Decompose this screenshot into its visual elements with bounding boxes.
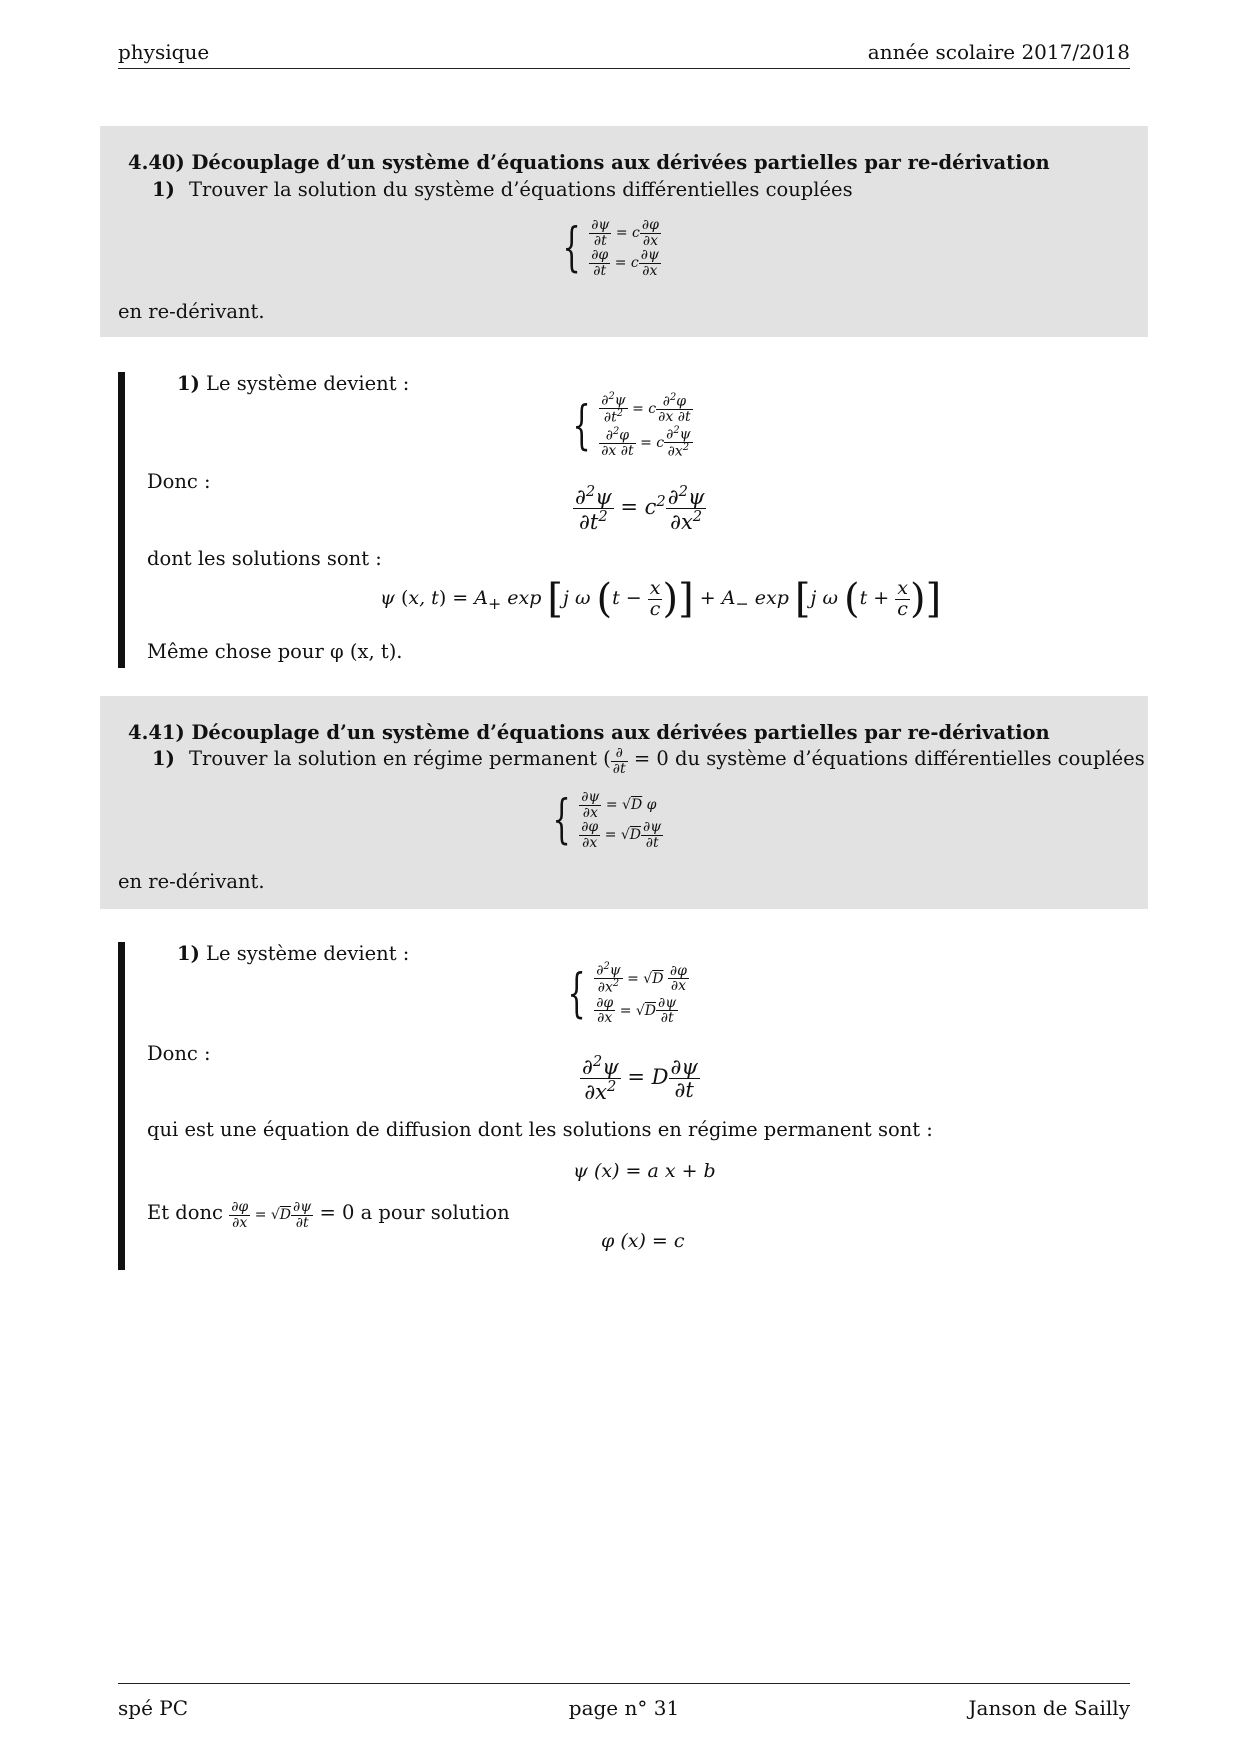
answer-donc: Donc :	[147, 470, 211, 493]
exercise-4-41	[100, 696, 1148, 909]
question-1: 1) Trouver la solution en régime permanent ( $\frac{\partial}{\partial t}$ = 0 du système d’équations différentielles couplées	[152, 745, 1145, 777]
header-subject: physique	[118, 40, 210, 64]
footer-school: Janson de Sailly	[968, 1696, 1130, 1720]
diffusion-equation: $\frac{\partial^2\psi}{\partial x^2}$ = D $\frac{\partial\psi}{\partial t}$	[582, 1053, 698, 1105]
page-header	[118, 40, 1130, 69]
answer-donc: Donc :	[147, 1042, 211, 1065]
coupled-system-equation: { $\frac{\partial\psi}{\partial t}$ = c $\frac{\partial\varphi}{\partial x}$ $\frac{\partial\varphi}{\partial t}$ = c $\frac{\partial\psi}{\partial x}$	[562, 217, 659, 280]
exercise-title: 4.41) Découplage d’un système d’équations aux dérivées partielles par re-dérivation	[128, 721, 1050, 744]
question-1	[152, 178, 853, 201]
question-text-start: Trouver la solution en régime permanent (	[189, 747, 611, 771]
answer-number: 1)	[177, 942, 200, 965]
question-number: 1)	[152, 747, 175, 771]
answer-intro-text: Le système devient :	[206, 372, 410, 395]
exercise-title: 4.40) Découplage d’un système d’équations aux dérivées partielles par re-dérivation	[128, 151, 1050, 174]
psi-solution-equation: ψ (x) = a x + b	[573, 1160, 716, 1182]
exercise-tail: en re-dérivant.	[118, 870, 265, 893]
wave-solution-equation: ψ (x, $t) = A_+$ exp [j ω (t − $\frac{x}{c}$ )] + $A_-$ exp [j ω (t + $\frac{x}{c}$ )]	[380, 576, 942, 622]
exercise-4-40	[100, 126, 1148, 337]
answer-solutions: dont les solutions sont :	[147, 547, 382, 570]
footer-page-number: page n° 31	[568, 1696, 680, 1720]
etdonc-text: Et donc	[147, 1201, 223, 1225]
question-number: 1)	[152, 178, 175, 201]
footer-class: spé PC	[118, 1696, 189, 1720]
answer-intro-text: Le système devient :	[206, 942, 410, 965]
question-text-end: = 0 du système d’équations différentielles couplées	[627, 747, 1145, 771]
phi-solution-equation: φ (x) = c	[601, 1230, 685, 1252]
second-order-system-equation: { $\frac{\partial^2\psi}{\partial x^2}$ = √D $\frac{\partial\varphi}{\partial x}$ $\frac{\partial\varphi}{\partial x}$ = √D $\frac{\partial\psi}{\partial t}$	[567, 961, 687, 1027]
header-year: année scolaire 2017/2018	[867, 40, 1130, 64]
answer-intro	[177, 942, 409, 965]
answer-etdonc: Et donc $\frac{\partial\varphi}{\partial x}$ = √D $\frac{\partial\psi}{\partial t}$ = 0 a pour solution	[147, 1199, 510, 1231]
answer-4-40	[118, 372, 1125, 668]
coupled-system-equation: { $\frac{\partial\psi}{\partial x}$ = √D φ $\frac{\partial\varphi}{\partial x}$ = √D $\frac{\partial\psi}{\partial t}$	[552, 789, 662, 852]
answer-number: 1)	[177, 372, 200, 395]
second-order-system-equation: { $\frac{\partial^2\psi}{\partial t^2}$ = c $\frac{\partial^2\varphi}{\partial x \partial t}$ $\frac{\partial^2\varphi}{\partial x \partial t}$ = c $\frac{\partial^2\psi}{\partial x^2}$	[572, 391, 691, 460]
exercise-tail: en re-dérivant.	[118, 300, 265, 323]
wave-equation: $\frac{\partial^2\psi}{\partial t^2}$ = $c^2$ $\frac{\partial^2\psi}{\partial x^2}$	[575, 483, 705, 535]
answer-diffusion: qui est une équation de diffusion dont les solutions en régime permanent sont :	[147, 1118, 933, 1141]
pour-solution-text: = 0 a pour solution	[319, 1201, 510, 1225]
answer-4-41	[118, 942, 1125, 1270]
answer-same: Même chose pour φ (x, t).	[147, 640, 403, 663]
page-footer	[118, 1683, 1130, 1723]
question-text: Trouver la solution du système d’équations différentielles couplées	[189, 178, 853, 201]
answer-intro	[177, 372, 409, 395]
